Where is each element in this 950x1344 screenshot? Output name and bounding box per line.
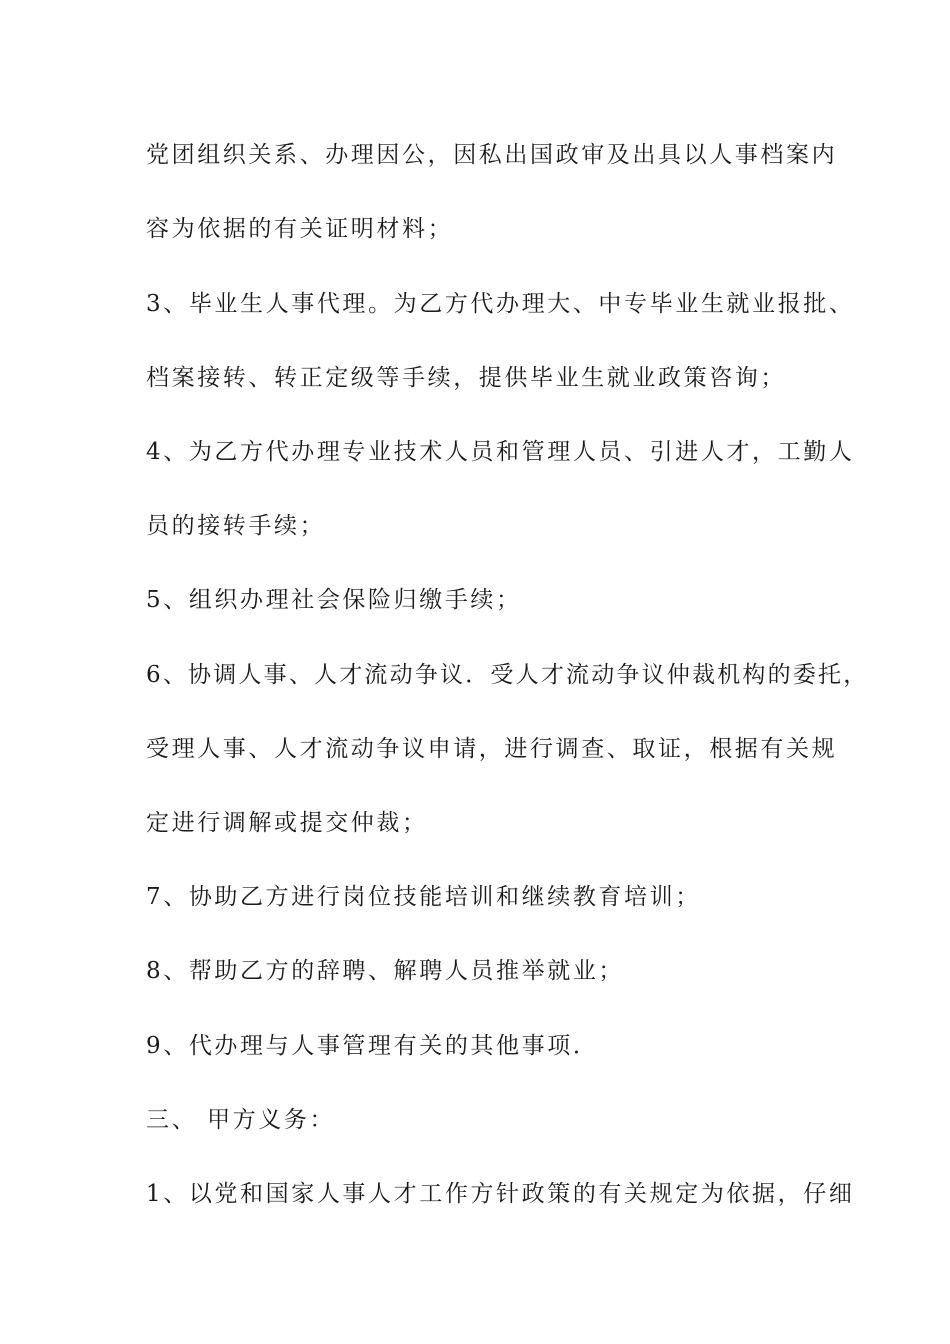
text-line: 4、为乙方代办理专业技术人员和管理人员、引进人才，工勤人 [146,439,855,465]
text-line: 7、协助乙方进行岗位技能培训和继续教育培训； [146,884,701,910]
text-line: 9、代办理与人事管理有关的其他事项． [146,1033,599,1059]
text-line: 党团组织关系、办理因公，因私出国政审及出具以人事档案内 [146,142,838,168]
text-line: 受理人事、人才流动争议申请，进行调查、取证，根据有关规 [146,736,838,762]
text-line: 容为依据的有关证明材料； [146,216,454,242]
text-line: 3、毕业生人事代理。为乙方代办理大、中专毕业生就业报批、 [146,291,855,317]
text-line: 5、组织办理社会保险归缴手续； [146,587,522,613]
text-line: 1、以党和国家人事人才工作方针政策的有关规定为依据，仔细 [146,1181,855,1207]
text-line: 6、协调人事、人才流动争议．受人才流动争议仲裁机构的委托， [146,662,869,688]
text-line: 8、帮助乙方的辞聘、解聘人员推举就业； [146,958,625,984]
text-line: 档案接转、转正定级等手续，提供毕业生就业政策咨询； [146,365,786,391]
text-line: 员的接转手续； [146,513,326,539]
section-heading: 三、 甲方义务： [146,1107,336,1133]
text-line: 定进行调解或提交仲裁； [146,810,428,836]
